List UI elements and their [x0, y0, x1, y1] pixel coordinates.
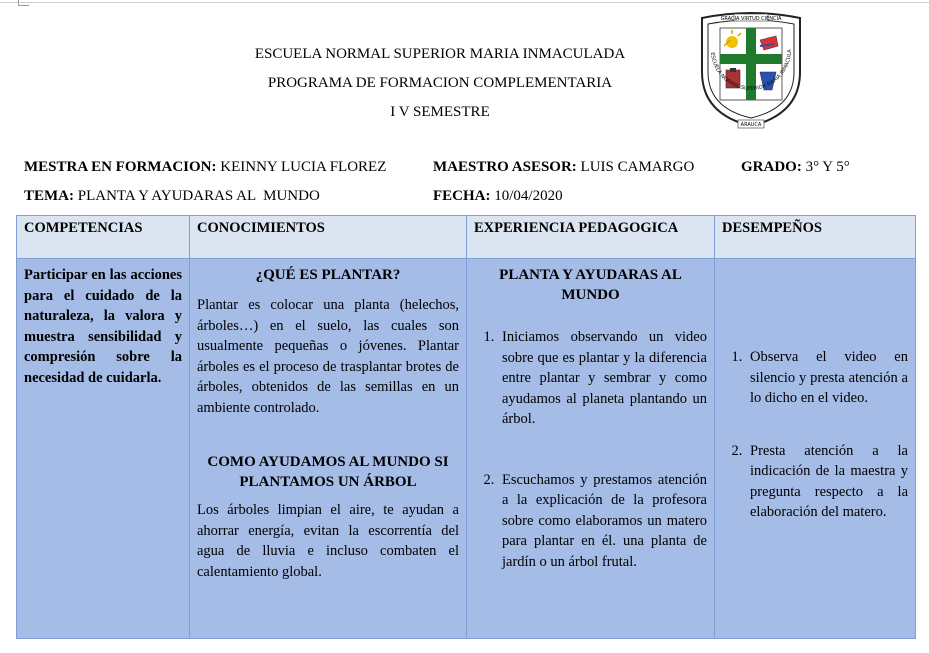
table-header-row: [17, 216, 916, 259]
competencias-text: Participar en las acciones para el cuidado de la naturaleza, la valora y muestra sensibilidad y compresión sobre la necesidad de cuidarla.: [24, 267, 182, 386]
header-desempenos: DESEMPEÑOS: [715, 216, 916, 259]
conocimientos-title-1: ¿QUÉ ES PLANTAR?: [255, 267, 401, 283]
conocimientos-text-2: Los árboles limpian el aire, te ayudan a ahorrar energía, evitan la escorrentía del agua de lluvia e incluso combaten el calentamiento global.: [197, 502, 459, 580]
grade-label: GRADO:: [741, 159, 802, 175]
competencias-cell: [17, 259, 190, 639]
conocimientos-text-1: Plantar es colocar una planta (helechos, árboles…) en el suelo, las cuales son usualmente pequeñas o jóvenes. Plantar árboles es el proceso de trasplantar brotes de árboles, obtenidos de las semillas en un ambiente controlado.: [197, 297, 459, 416]
experiencia-step-1: 1. Iniciamos observando un video sobre que es plantar y la diferencia entre plantar y sembrar y como ayudamos al planeta plantando un árbol.: [498, 327, 707, 430]
grade-info: [741, 159, 850, 176]
logo-top-text: GRACIA VIRTUD CIENCIA: [720, 16, 782, 22]
experiencia-step-2: 2. Escuchamos y prestamos atención a la explicación de la profesora sobre como elaboramos un matero para plantar en él. una planta de jardín o un árbol frutal.: [498, 470, 707, 573]
experiencia-cell: [467, 259, 715, 639]
conocimientos-title-2: COMO AYUDAMOS AL MUNDO SI PLANTAMOS UN ÁRBOL: [207, 454, 449, 490]
desempeno-item-2: 2. Presta atención a la indicación de la maestra y pregunta respecto a la elaboración del matero.: [746, 441, 908, 523]
desempenos-cell: [715, 259, 916, 639]
conocimientos-cell: [190, 259, 467, 639]
grade-value: 3° Y 5°: [805, 159, 850, 175]
header-conocimientos: CONOCIMIENTOS: [190, 216, 467, 259]
topic-value: PLANTA Y AYUDARAS AL MUNDO: [77, 188, 320, 204]
experiencia-title: PLANTA Y AYUDARAS AL MUNDO: [499, 267, 682, 303]
header-experiencia: EXPERIENCIA PEDAGOGICA: [467, 216, 715, 259]
date-value: 10/04/2020: [494, 188, 563, 204]
student-label: MESTRA EN FORMACION:: [24, 159, 217, 175]
date-info: [433, 188, 563, 205]
advisor-info: [433, 159, 694, 176]
table-body-row: [17, 259, 916, 639]
topic-label: TEMA:: [24, 188, 74, 204]
lesson-plan-table: [16, 215, 916, 639]
desempeno-item-1: 1. Observa el video en silencio y presta atención a lo dicho en el video.: [746, 347, 908, 409]
advisor-label: MAESTRO ASESOR:: [433, 159, 577, 175]
semester: I V SEMESTRE: [390, 104, 490, 120]
school-name: ESCUELA NORMAL SUPERIOR MARIA INMACULADA: [254, 46, 626, 62]
advisor-value: LUIS CAMARGO: [580, 159, 695, 175]
desempenos-list: [722, 347, 908, 523]
logo-ring-textpath: ESCUELA NORMAL SUPERIOR MARIA INMACULA: [709, 49, 794, 93]
program-name: PROGRAMA DE FORMACION COMPLEMENTARIA: [267, 75, 613, 91]
school-crest-logo: [694, 10, 808, 132]
page-top-border: [0, 2, 929, 3]
logo-bottom-text: ARAUCA: [740, 122, 762, 128]
student-value: KEINNY LUCIA FLOREZ: [220, 159, 387, 175]
topic-info: [24, 188, 320, 205]
page-corner-mark: [18, 0, 29, 6]
experiencia-steps: [474, 327, 707, 572]
header-competencias: COMPETENCIAS: [17, 216, 190, 259]
document-header: [120, 40, 760, 127]
student-info: [24, 159, 386, 176]
date-label: FECHA:: [433, 188, 491, 204]
